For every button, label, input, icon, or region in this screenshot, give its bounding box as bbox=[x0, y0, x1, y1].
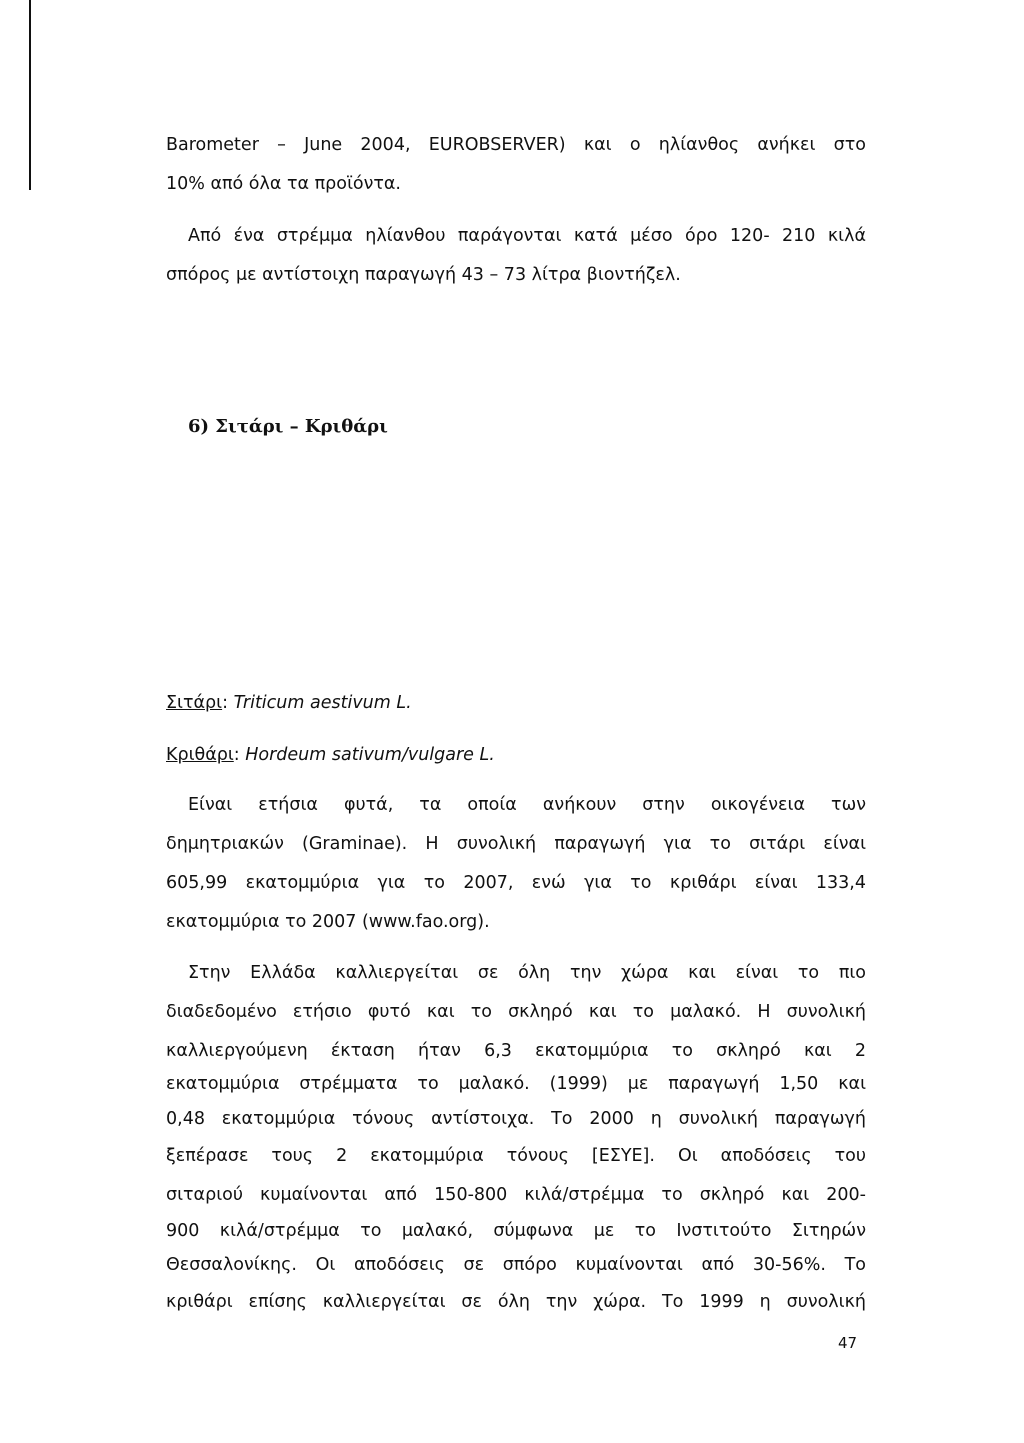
paragraph-line: διαδεδομένο ετήσιο φυτό και το σκληρό και το μαλακό. Η συνολική bbox=[166, 1002, 866, 1022]
intro-line: Από ένα στρέμμα ηλίανθου παράγονται κατά μέσο όρο 120- 210 κιλά bbox=[188, 226, 866, 246]
paragraph-line: εκατομμύρια στρέμματα το μαλακό. (1999) με παραγωγή 1,50 και bbox=[166, 1074, 866, 1094]
paragraph-line: 0,48 εκατομμύρια τόνους αντίστοιχα. Το 2000 η συνολική παραγωγή bbox=[166, 1109, 866, 1129]
definition-latin-name: Triticum aestivum L. bbox=[233, 693, 412, 713]
definition-latin-name: Hordeum sativum/vulgare L. bbox=[245, 745, 495, 765]
intro-line: Barometer – June 2004, EUROBSERVER) και ο ηλίανθος ανήκει στο bbox=[166, 135, 866, 155]
page-number: 47 bbox=[838, 1334, 858, 1352]
definition-term: Σιτάρι bbox=[166, 693, 223, 713]
paragraph-line: 900 κιλά/στρέμμα το μαλακό, σύμφωνα με το Ινστιτούτο Σιτηρών bbox=[166, 1221, 866, 1241]
paragraph-line: Θεσσαλονίκης. Οι αποδόσεις σε σπόρο κυμαίνονται από 30-56%. Το bbox=[166, 1255, 866, 1275]
definition-wheat bbox=[166, 691, 866, 715]
intro-line: σπόρος με αντίστοιχη παραγωγή 43 – 73 λίτρα βιοντήζελ. bbox=[166, 265, 681, 285]
paragraph-line: εκατομμύρια το 2007 (www.fao.org). bbox=[166, 912, 490, 932]
definition-separator: : bbox=[222, 693, 234, 713]
section-heading: 6) Σιτάρι – Κριθάρι bbox=[188, 416, 388, 437]
scan-edge-line bbox=[29, 0, 31, 190]
paragraph-line: 605,99 εκατομμύρια για το 2007, ενώ για το κριθάρι είναι 133,4 bbox=[166, 873, 866, 893]
paragraph-line: ξεπέρασε τους 2 εκατομμύρια τόνους [ΕΣΥΕ]. Οι αποδόσεις του bbox=[166, 1146, 866, 1166]
paragraph-line: δημητριακών (Graminae). Η συνολική παραγωγή για το σιτάρι είναι bbox=[166, 834, 866, 854]
paragraph-line: καλλιεργούμενη έκταση ήταν 6,3 εκατομμύρια το σκληρό και 2 bbox=[166, 1041, 866, 1061]
definition-separator: : bbox=[233, 745, 246, 765]
paragraph-line: κριθάρι επίσης καλλιεργείται σε όλη την χώρα. Το 1999 η συνολική bbox=[166, 1292, 866, 1312]
paragraph-line: Είναι ετήσια φυτά, τα οποία ανήκουν στην οικογένεια των bbox=[188, 795, 866, 815]
definition-term: Κριθάρι bbox=[166, 745, 234, 765]
paragraph-line: σιταριού κυμαίνονται από 150-800 κιλά/στρέμμα το σκληρό και 200- bbox=[166, 1185, 866, 1205]
intro-line: 10% από όλα τα προϊόντα. bbox=[166, 174, 401, 194]
definition-barley bbox=[166, 743, 866, 767]
paragraph-line: Στην Ελλάδα καλλιεργείται σε όλη την χώρα και είναι το πιο bbox=[188, 963, 866, 983]
